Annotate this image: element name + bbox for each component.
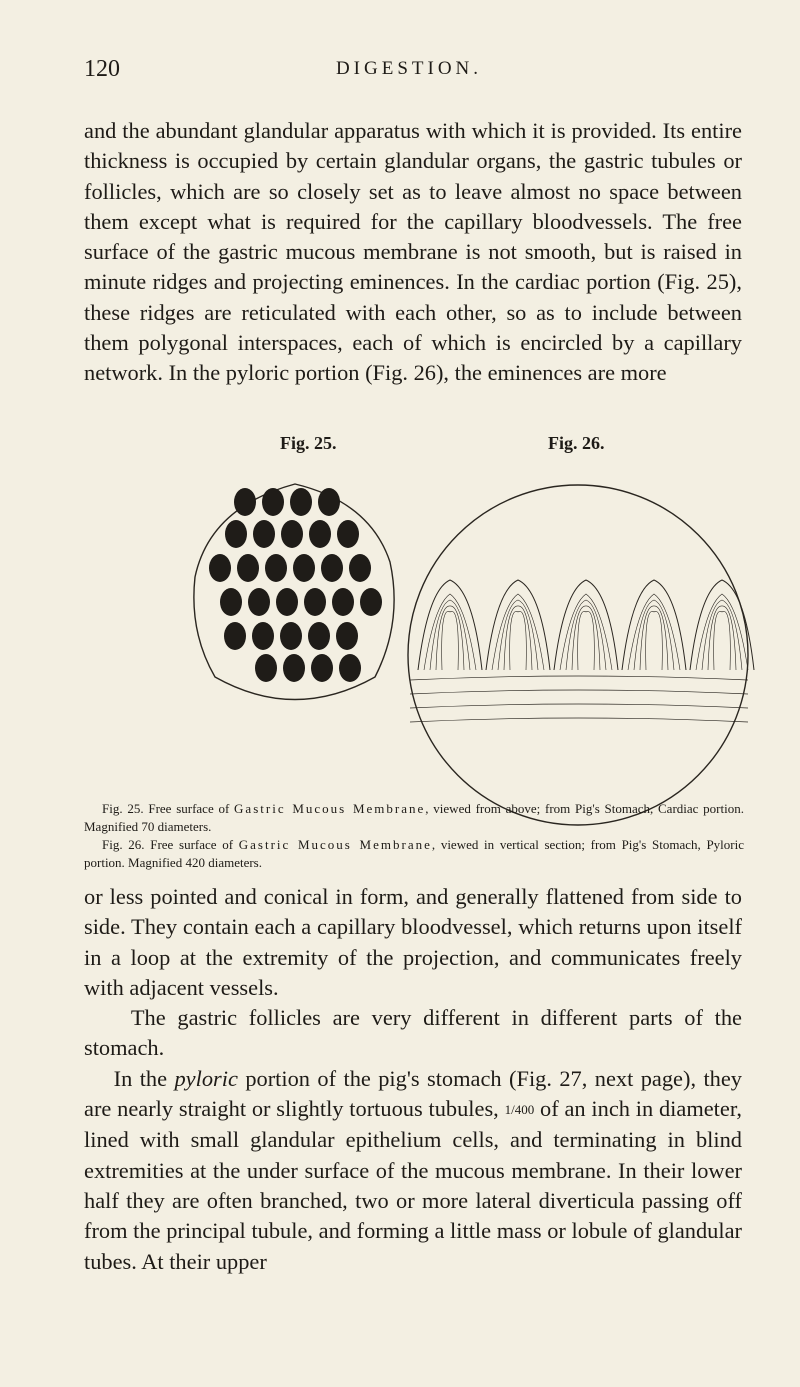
mucosa-line (410, 676, 748, 680)
fig26-illustration (398, 480, 768, 830)
villus-line (430, 600, 470, 670)
villus-line (436, 606, 464, 670)
gland-mark (308, 622, 330, 650)
villus-line (498, 600, 538, 670)
villus-outline (690, 580, 754, 670)
gland-mark (318, 488, 340, 516)
fig26-label: Fig. 26. (548, 433, 605, 453)
caption-fig26: Fig. 26. Free surface of Gastric Mucous Membrane, viewed in vertical section; from Pig's Stomach, Pyloric portion. Magnified 420 diameters. (84, 837, 744, 870)
gland-mark (253, 520, 275, 548)
body-p3b: portion of the pig's stomach (Fig. 27, next page), they are nearly straight or slightly tortuous tubules, (84, 1065, 742, 1122)
gland-mark (252, 622, 274, 650)
fig25-label: Fig. 25. (280, 433, 337, 453)
villus-line (510, 611, 527, 670)
gland-mark (276, 588, 298, 616)
gland-mark (360, 588, 382, 616)
figure-captions (84, 800, 744, 872)
gland-mark (321, 554, 343, 582)
gland-mark (220, 588, 242, 616)
gland-mark (224, 622, 246, 650)
gland-mark (336, 622, 358, 650)
gland-mark (349, 554, 371, 582)
villus-line (646, 611, 663, 670)
gland-mark (311, 654, 333, 682)
paragraph-top: and the abundant glandular apparatus with which it is provided. Its entire thickness is occupied by certain glandular organs, the gastric tubules or follicles, which are so closely set as to leave almost no space between them except what is required for the capillary bloodvessels. The free surface of the gastric mucous membrane is not smooth, but is raised in minute ridges and projecting eminences. In the cardiac portion (Fig. 25), these ridges are reticulated with each other, so as to include between them polygonal interspaces, each of which is encircled by a capillary network. In the pyloric portion (Fig. 26), the eminences are more (84, 118, 742, 386)
gland-mark (225, 520, 247, 548)
term-pyloric: pyloric (174, 1065, 238, 1091)
running-head: DIGESTION. (335, 58, 483, 79)
villus-line (504, 606, 532, 670)
gland-mark (237, 554, 259, 582)
gland-mark (309, 520, 331, 548)
gland-mark (293, 554, 315, 582)
gland-mark (337, 520, 359, 548)
gland-mark (255, 654, 277, 682)
gland-mark (262, 488, 284, 516)
villus-line (442, 611, 459, 670)
gland-mark (248, 588, 270, 616)
body-p3c: of an inch in diameter, lined with small glandular epithelium cells, and terminating in blind extremities at the under surface of the mucous membrane. In their lower half they are often branched, two or more lateral diverticula passing off from the principal tubule, and forming a little mass or lobule of glandular tubes. At their upper (84, 1096, 743, 1274)
villus-line (572, 606, 600, 670)
gland-mark (332, 588, 354, 616)
page-number: 120 (84, 56, 120, 82)
fig25-illustration (185, 472, 405, 702)
gland-mark (265, 554, 287, 582)
body-p3a: In the (113, 1065, 175, 1091)
gland-mark (290, 488, 312, 516)
villus-outline (486, 580, 550, 670)
gland-mark (280, 622, 302, 650)
mucosa-line (410, 718, 748, 722)
villus-line (578, 611, 595, 670)
gland-mark (234, 488, 256, 516)
caption-fig25: Fig. 25. Free surface of Gastric Mucous Membrane, viewed from above; from Pig's Stomach, Cardiac portion. Magnified 70 diameters. (84, 801, 744, 834)
villus-line (714, 611, 731, 670)
body-p2: The gastric follicles are very different in different parts of the stomach. (84, 1005, 743, 1061)
villus-outline (622, 580, 686, 670)
gland-mark (283, 654, 305, 682)
villus-outline (554, 580, 618, 670)
fraction: 1/400 (504, 1102, 535, 1118)
villus-line (640, 606, 668, 670)
gland-mark (339, 654, 361, 682)
gland-mark (304, 588, 326, 616)
body-p1: or less pointed and conical in form, and generally flattened from side to side. They contain each a capillary bloodvessel, which returns upon itself in a loop at the extremity of the projection, and communicates freely with adjacent vessels. (84, 884, 742, 1000)
villus-line (566, 600, 606, 670)
paragraph-bottom (84, 882, 742, 1277)
mucosa-line (410, 704, 748, 708)
villus-outline (418, 580, 482, 670)
villus-line (634, 600, 674, 670)
villus-line (708, 606, 736, 670)
gland-mark (281, 520, 303, 548)
mucosa-line (410, 690, 748, 694)
villus-line (702, 600, 742, 670)
gland-mark (209, 554, 231, 582)
page-header (84, 56, 734, 88)
